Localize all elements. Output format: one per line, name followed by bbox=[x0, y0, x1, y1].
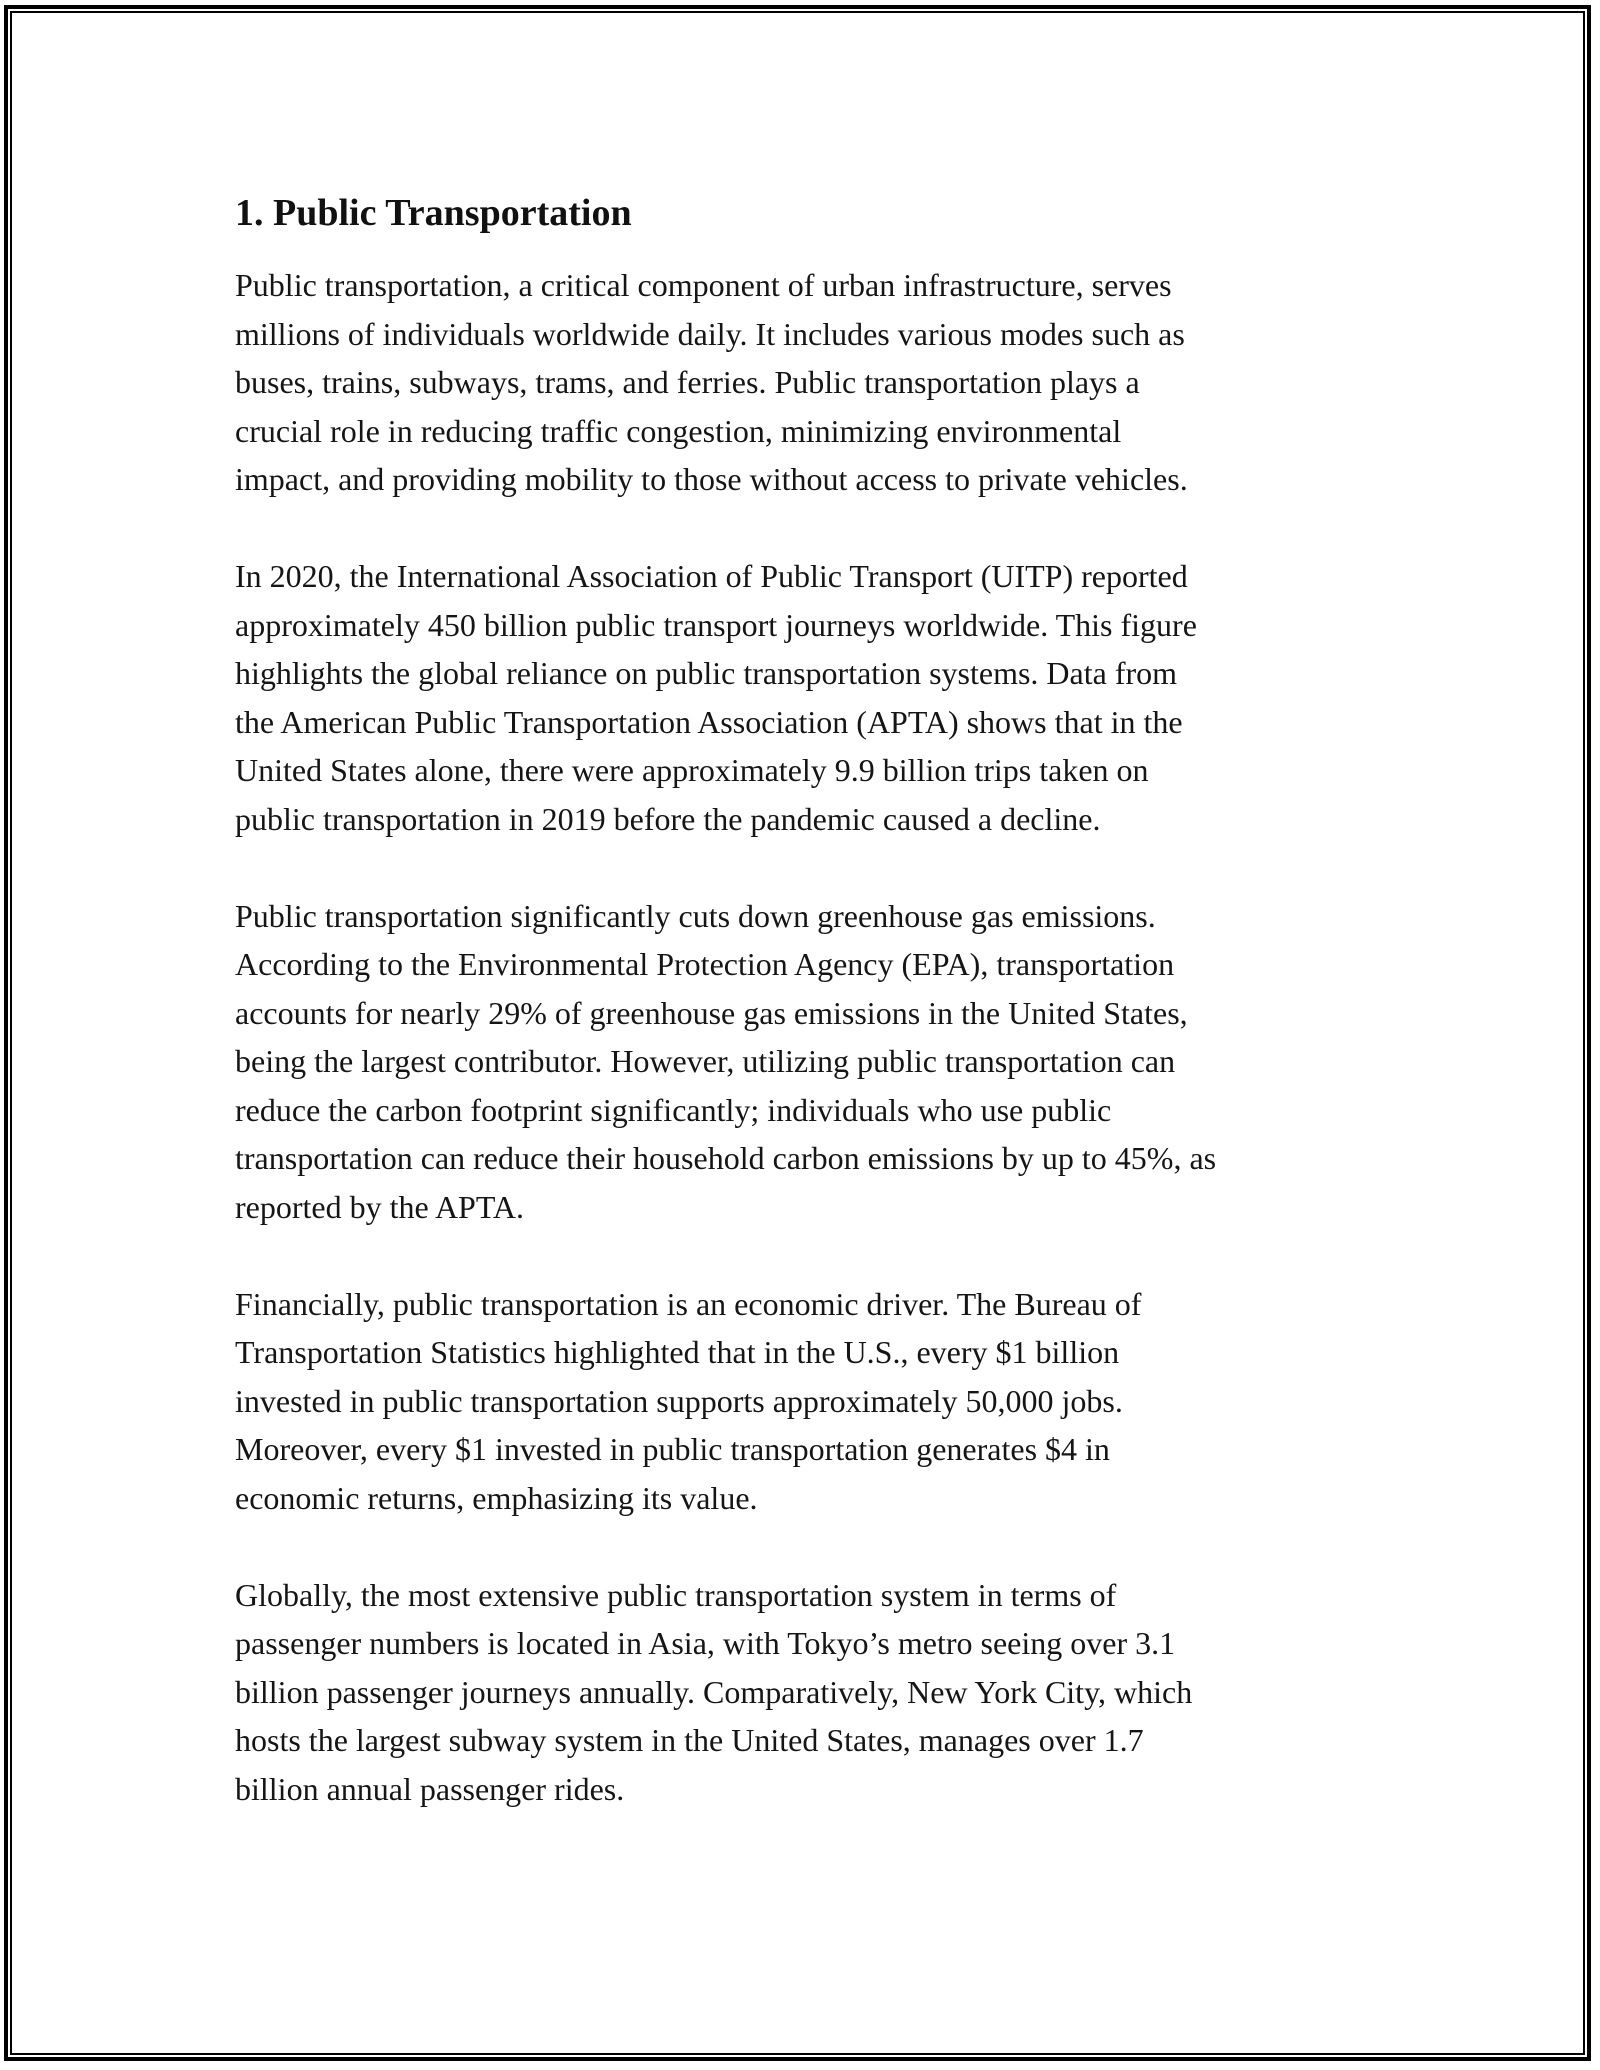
paragraph-line: billion passenger journeys annually. Comparatively, New York City, which bbox=[235, 1673, 1193, 1710]
paragraph-line: buses, trains, subways, trams, and ferries. Public transportation plays a bbox=[235, 364, 1140, 400]
paragraph-line: Globally, the most extensive public transportation system in terms of bbox=[235, 1576, 1117, 1613]
paragraph-line: According to the Environmental Protection Agency (EPA), transportation bbox=[235, 946, 1175, 982]
paragraph-line: Transportation Statistics highlighted that in the U.S., every $1 billion bbox=[235, 1334, 1120, 1370]
paragraph-line: passenger numbers is located in Asia, with Tokyo’s metro seeing over 3.1 bbox=[235, 1625, 1176, 1661]
paragraph-global-systems bbox=[235, 1571, 1375, 1814]
paragraph-line: millions of individuals worldwide daily. It includes various modes such as bbox=[235, 315, 1185, 352]
paragraph-line: approximately 450 billion public transport journeys worldwide. This figure bbox=[235, 606, 1197, 643]
paragraph-line: the American Public Transportation Association (APTA) shows that in the bbox=[235, 703, 1183, 740]
paragraph-line: being the largest contributor. However, utilizing public transportation can bbox=[235, 1043, 1176, 1079]
paragraph-line: invested in public transportation supports approximately 50,000 jobs. bbox=[235, 1382, 1123, 1419]
paragraph-line: United States alone, there were approximately 9.9 billion trips taken on bbox=[235, 752, 1149, 788]
paragraph-line: impact, and providing mobility to those without access to private vehicles. bbox=[235, 461, 1188, 497]
paragraph-economics bbox=[235, 1280, 1375, 1523]
paragraph-line: economic returns, emphasizing its value. bbox=[235, 1479, 758, 1516]
paragraph-line: reduce the carbon footprint significantly; individuals who use public bbox=[235, 1091, 1112, 1128]
paragraph-emissions bbox=[235, 892, 1375, 1232]
paragraph-line: reported by the APTA. bbox=[235, 1188, 524, 1225]
section-heading: 1. Public Transportation bbox=[235, 192, 632, 234]
document-body bbox=[235, 185, 1375, 1862]
paragraph-line: Public transportation, a critical component of urban infrastructure, serves bbox=[235, 267, 1172, 303]
paragraph-line: hosts the largest subway system in the United States, manages over 1.7 bbox=[235, 1722, 1144, 1758]
paragraph-line: Financially, public transportation is an economic driver. The Bureau of bbox=[235, 1285, 1142, 1322]
paragraph-overview bbox=[235, 261, 1375, 504]
paragraph-line: accounts for nearly 29% of greenhouse gas emissions in the United States, bbox=[235, 994, 1188, 1031]
paragraph-line: public transportation in 2019 before the pandemic caused a decline. bbox=[235, 800, 1101, 837]
paragraph-line: transportation can reduce their household carbon emissions by up to 45%, as bbox=[235, 1140, 1217, 1176]
paragraph-line: highlights the global reliance on public transportation systems. Data from bbox=[235, 655, 1178, 691]
paragraph-ridership bbox=[235, 552, 1375, 843]
paragraph-line: Public transportation significantly cuts down greenhouse gas emissions. bbox=[235, 897, 1156, 934]
paragraph-line: crucial role in reducing traffic congestion, minimizing environmental bbox=[235, 412, 1122, 449]
paragraph-line: In 2020, the International Association of Public Transport (UITP) reported bbox=[235, 558, 1188, 594]
paragraph-line: billion annual passenger rides. bbox=[235, 1770, 625, 1807]
paragraph-line: Moreover, every $1 invested in public transportation generates $4 in bbox=[235, 1431, 1110, 1467]
